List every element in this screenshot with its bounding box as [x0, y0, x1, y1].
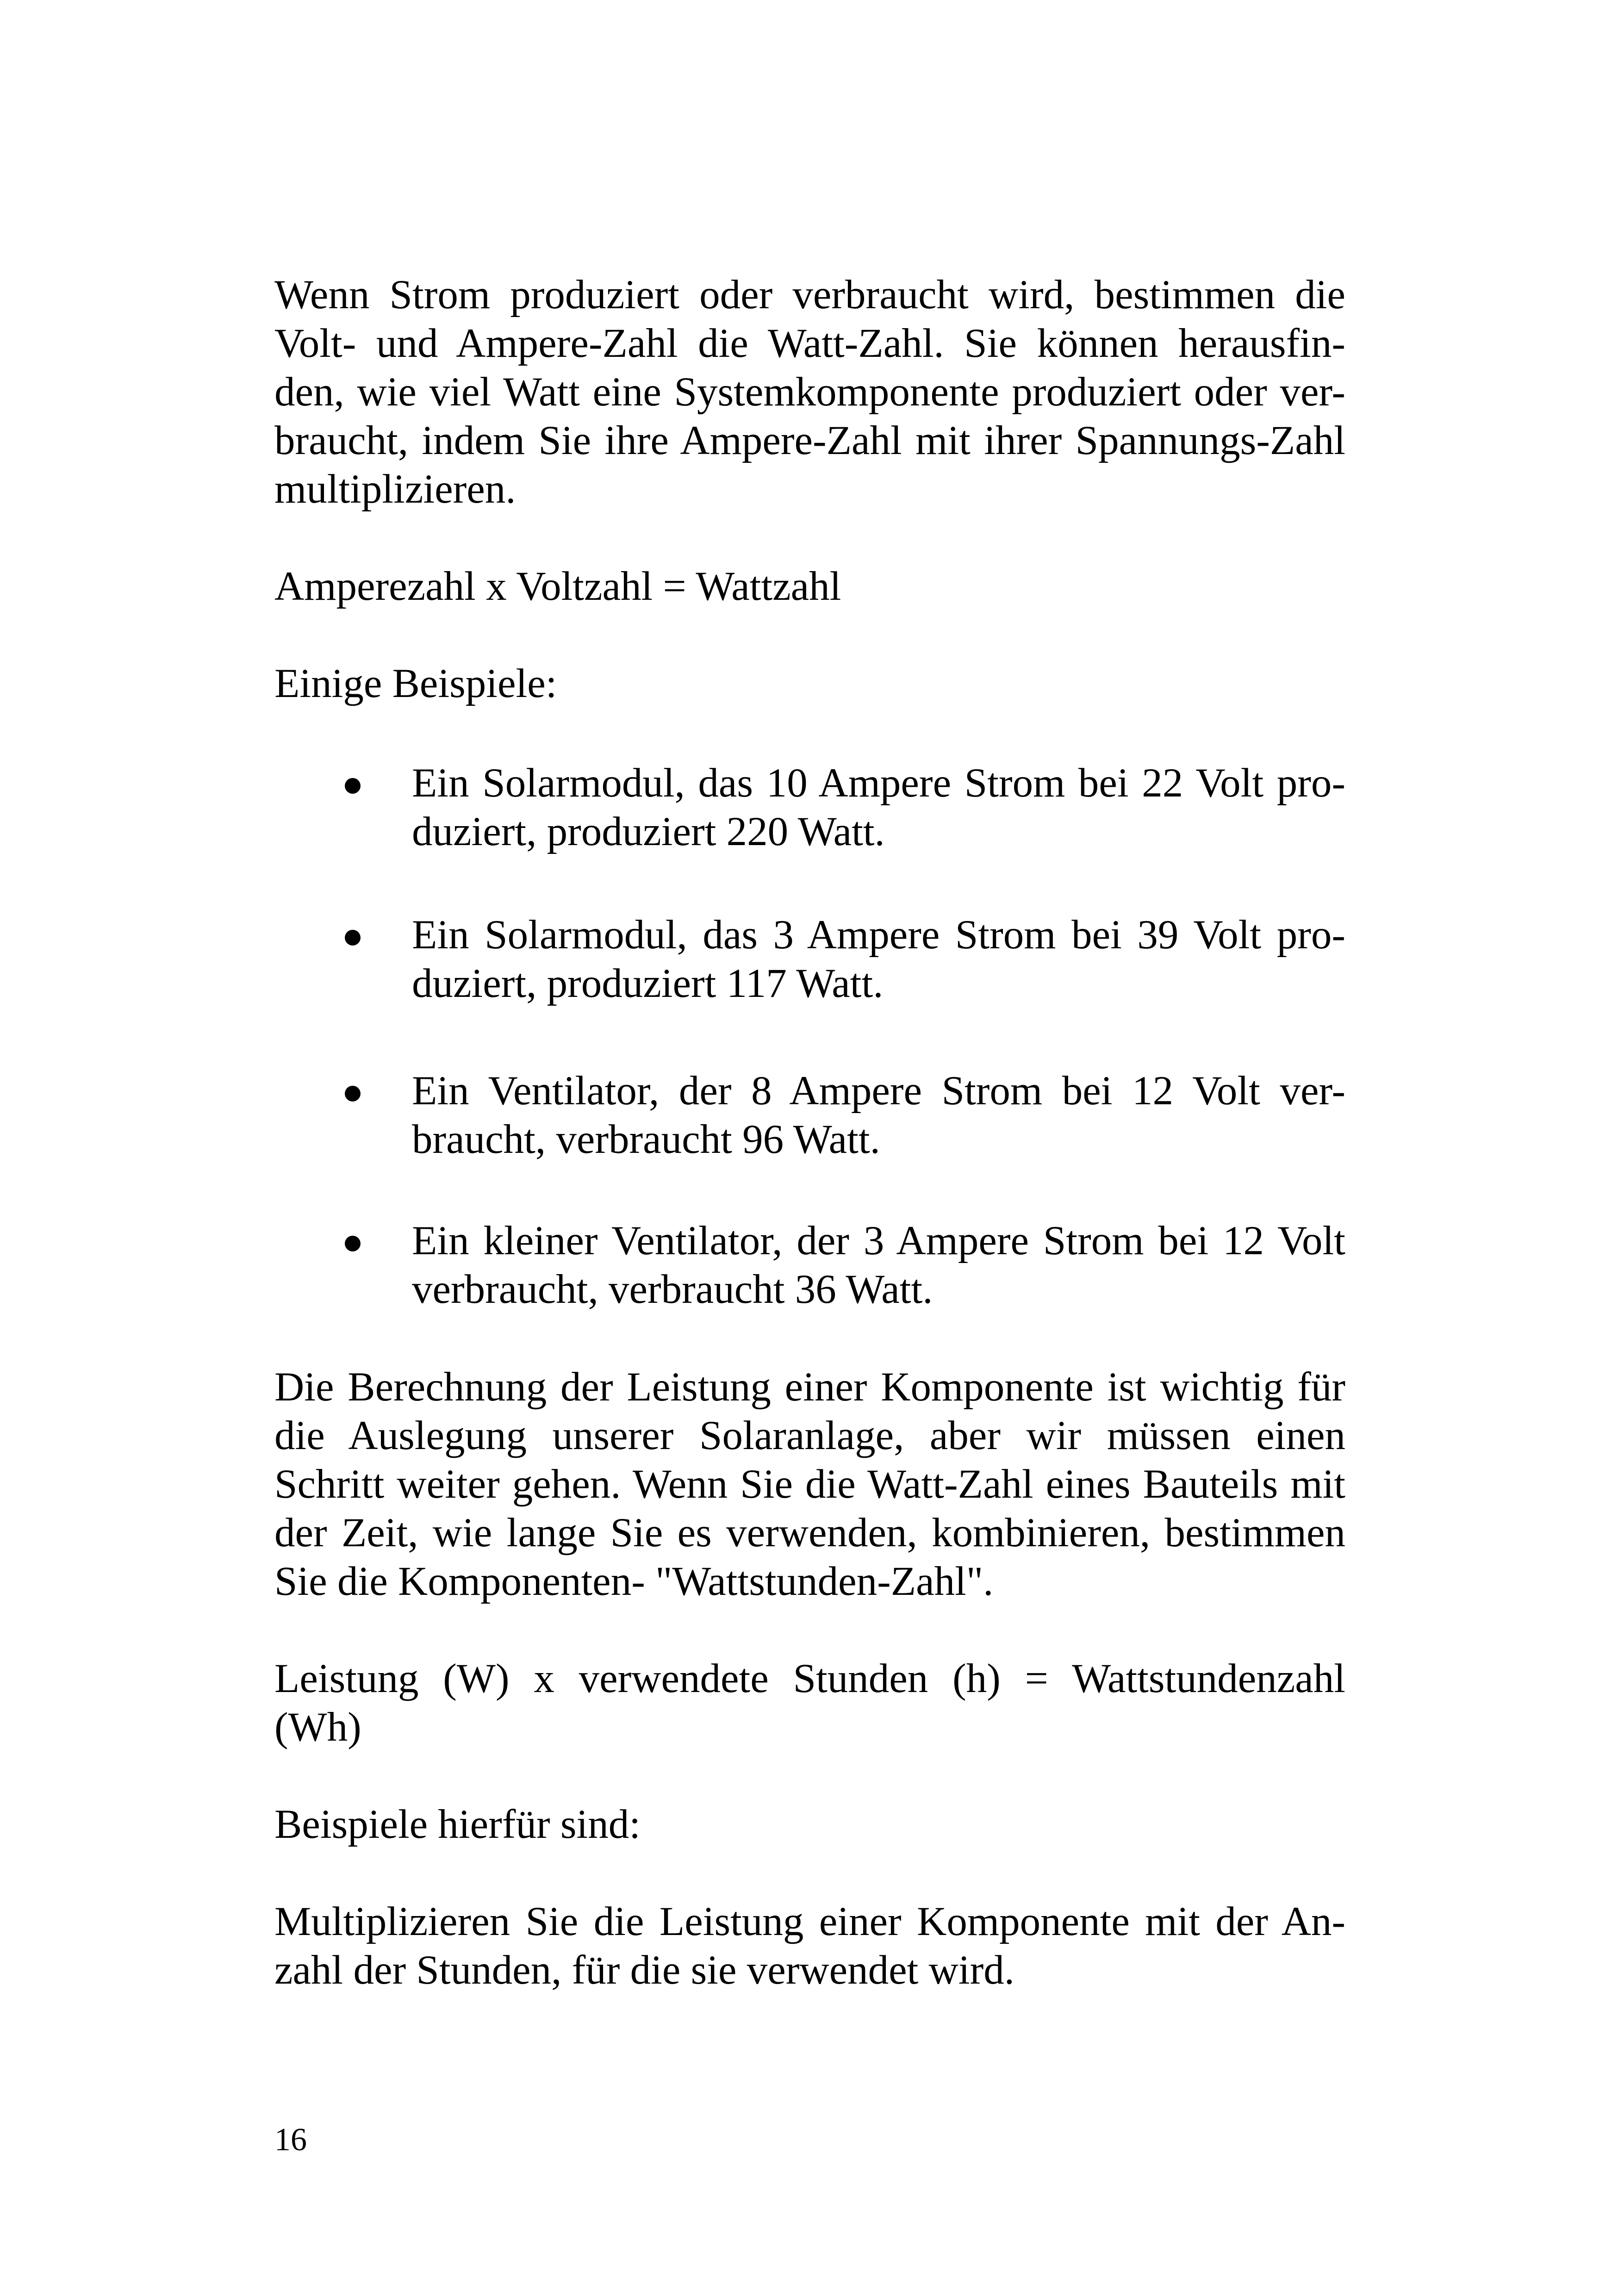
page-content — [274, 271, 1345, 1995]
text-line: duziert, produziert 220 Watt. — [412, 809, 885, 854]
examples2-intro — [274, 1800, 1345, 1849]
bullet-icon — [345, 930, 361, 946]
text-line: zahl der Stunden, für die sie verwendet wird. — [274, 1948, 1015, 1993]
text-line: Leistung (W) x verwendete Stunden (h) = Wattstundenzahl — [274, 1656, 1345, 1701]
formula-watt-hours — [274, 1655, 1345, 1752]
paragraph-watts-intro — [274, 271, 1345, 514]
text-line: braucht, indem Sie ihre Ampere-Zahl mit ihrer Spannungs-Zahl — [274, 418, 1345, 463]
text-line: Wenn Strom produziert oder verbraucht wird, bestimmen die — [274, 272, 1345, 317]
text-line: der Zeit, wie lange Sie es verwenden, kombinieren, bestimmen — [274, 1510, 1345, 1556]
list-item — [274, 759, 1345, 856]
list-item — [274, 1067, 1345, 1164]
bullet-icon — [345, 1236, 361, 1251]
page-number: 16 — [274, 2122, 307, 2158]
text-line: Ein Solarmodul, das 3 Ampere Strom bei 39 Volt pro- — [412, 912, 1345, 958]
list-item — [274, 911, 1345, 1008]
text-line: Ein Solarmodul, das 10 Ampere Strom bei 22 Volt pro- — [412, 760, 1345, 806]
text-line: (Wh) — [274, 1705, 361, 1750]
text-line: den, wie viel Watt eine Systemkomponente produziert oder ver- — [274, 369, 1345, 415]
text-line: Amperezahl x Voltzahl = Wattzahl — [274, 564, 841, 609]
examples-intro — [274, 660, 1345, 708]
paragraph-watt-hours-intro — [274, 1363, 1345, 1606]
text-line: Multiplizieren Sie die Leistung einer Komponente mit der An- — [274, 1899, 1345, 1944]
text-line: Die Berechnung der Leistung einer Komponente ist wichtig für — [274, 1364, 1345, 1410]
text-line: Schritt weiter gehen. Wenn Sie die Watt-Zahl eines Bauteils mit — [274, 1462, 1345, 1507]
formula-amps-times-volts — [274, 562, 1345, 611]
text-line: Sie die Komponenten- "Wattstunden-Zahl". — [274, 1559, 994, 1604]
text-line: braucht, verbraucht 96 Watt. — [412, 1117, 880, 1162]
text-line: die Auslegung unserer Solaranlage, aber wir müssen einen — [274, 1413, 1345, 1458]
bullet-list — [274, 759, 1345, 1314]
bullet-icon — [345, 778, 361, 794]
text-line: Beispiele hierfür sind: — [274, 1802, 641, 1847]
text-line: duziert, produziert 117 Watt. — [412, 961, 884, 1006]
text-line: Ein Ventilator, der 8 Ampere Strom bei 12 Volt ver- — [412, 1068, 1345, 1114]
text-line: Ein kleiner Ventilator, der 3 Ampere Strom bei 12 Volt — [412, 1218, 1345, 1263]
text-line: Einige Beispiele: — [274, 661, 557, 706]
paragraph-multiply-instruction — [274, 1898, 1345, 1995]
bullet-icon — [345, 1086, 361, 1101]
text-line: verbraucht, verbraucht 36 Watt. — [412, 1267, 933, 1312]
text-line: Volt- und Ampere-Zahl die Watt-Zahl. Sie können herausfin- — [274, 321, 1345, 366]
text-line: multiplizieren. — [274, 467, 516, 512]
list-item — [274, 1217, 1345, 1314]
